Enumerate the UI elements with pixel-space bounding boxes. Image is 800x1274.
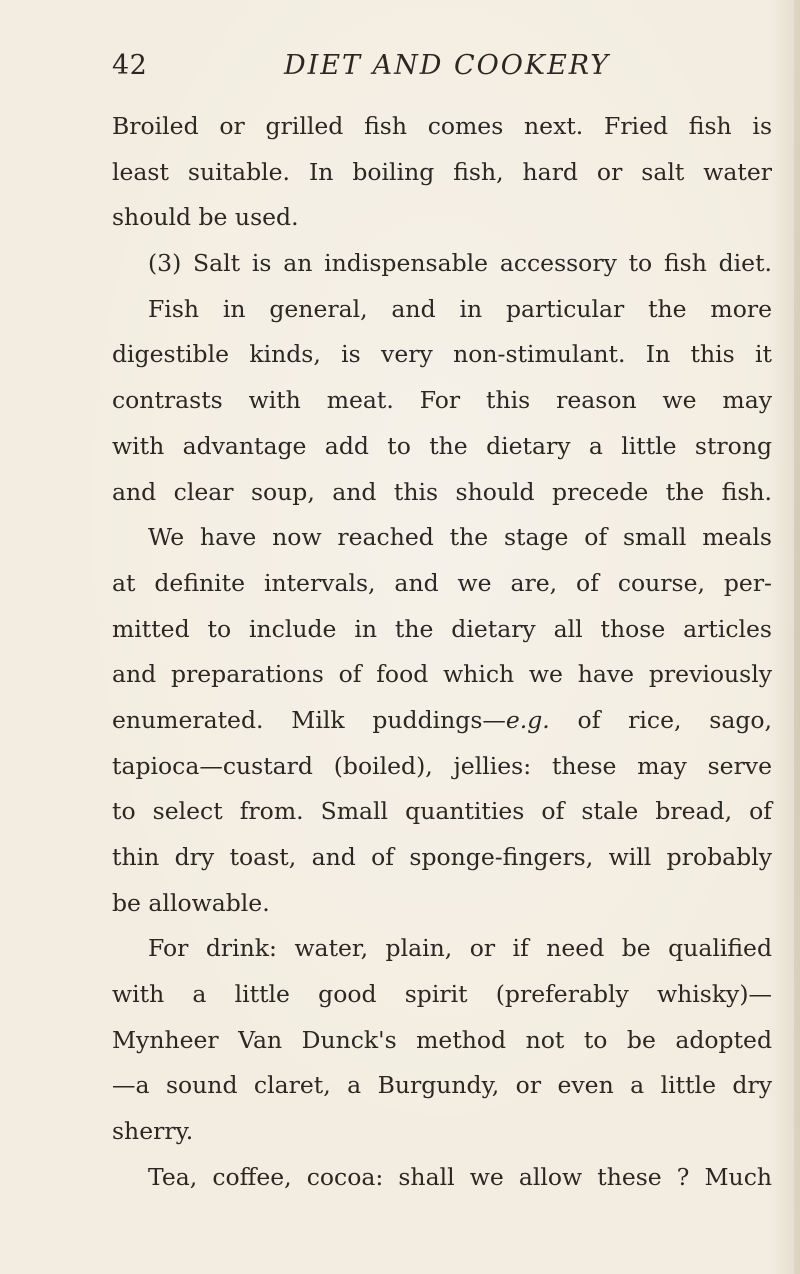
text-line: mitted to include in the dietary all those articles [112,614,772,643]
text-line: with a little good spirit (preferably whisky)— [112,980,772,1009]
text-line: —a sound claret, a Burgundy, or even a little dry [112,1071,772,1100]
text-line: (3) Salt is an indispensable accessory to fish diet. [148,249,772,278]
text-line: We have now reached the stage of small meals [148,523,772,552]
text-line: Tea, coffee, cocoa: shall we allow these ? Much [148,1162,772,1191]
text-line: Fish in general, and in particular the more [148,294,772,323]
text-line: sherry. [112,1117,194,1146]
text-line: contrasts with meat. For this reason we may [112,386,772,415]
page-header [112,46,772,86]
text-line: should be used. [112,203,299,232]
text-line: Broiled or grilled fish comes next. Fried fish is [112,112,772,140]
text-line: at definite intervals, and we are, of course, per- [112,568,772,597]
text-line: Mynheer Van Dunck's method not to be adopted [112,1025,772,1054]
body-text [112,104,772,1201]
text-line: to select from. Small quantities of stale bread, of [112,797,772,826]
page-number: 42 [112,50,148,81]
text-line: and clear soup, and this should precede the fish. [112,477,772,506]
text-line: For drink: water, plain, or if need be qualified [148,934,772,963]
page-edge-shading [794,0,800,1274]
text-line: least suitable. In boiling fish, hard or salt water [112,157,772,186]
text-line: digestible kinds, is very non-stimulant. In this it [112,340,772,369]
running-head: DIET AND COOKERY [284,50,611,81]
text-line: be allowable. [112,888,270,917]
text-line: tapioca—custard (boiled), jellies: these may serve [112,751,772,780]
text-line: and preparations of food which we have previously [112,660,772,689]
text-line: thin dry toast, and of sponge-fingers, will probably [112,843,772,871]
text-line: with advantage add to the dietary a little strong [112,431,772,460]
text-line: enumerated. Milk puddings—e.g. of rice, sago, [112,705,772,734]
